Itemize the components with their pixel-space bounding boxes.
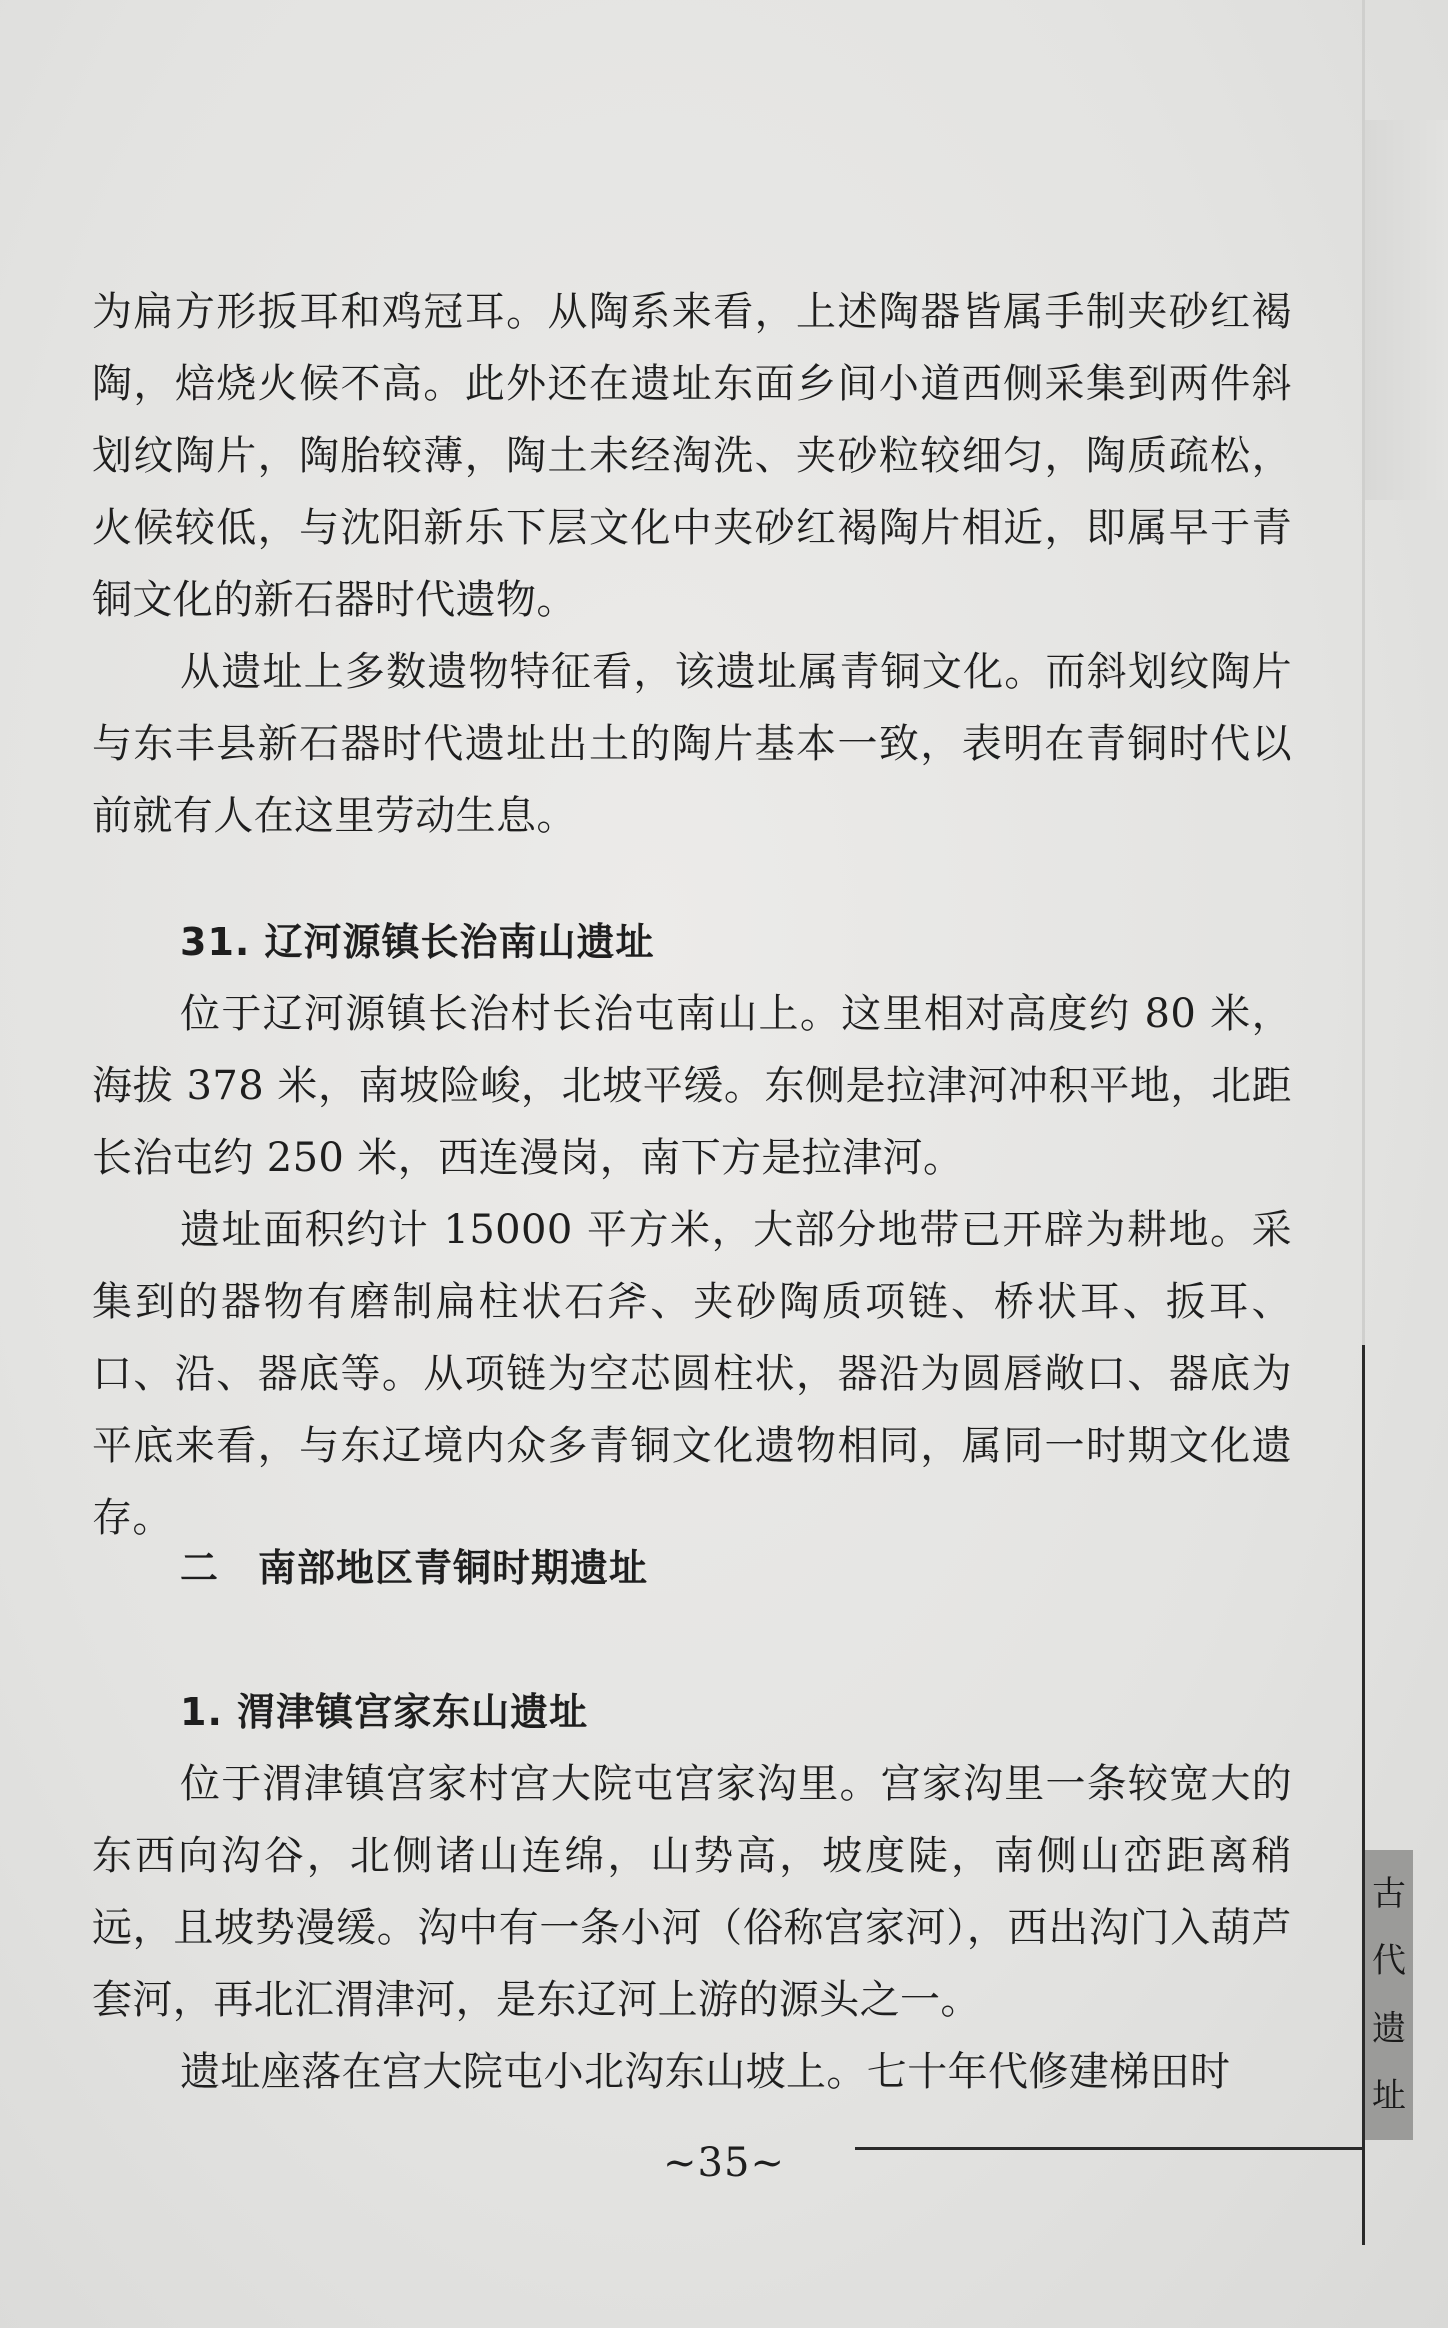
page-number: ~35~ xyxy=(663,2140,785,2186)
paragraph: 遗址座落在宫大院屯小北沟东山坡上。七十年代修建梯田时 xyxy=(180,2049,1231,2095)
section-tab-char: 代 xyxy=(1372,1941,1406,1982)
paragraph: 为扁方形扳耳和鸡冠耳。从陶系来看，上述陶器皆属手制夹砂红褐陶，焙烧火候不高。此外还在遗址东面乡间小道西侧采集到两件斜划纹陶片，陶胎较薄，陶土未经淘洗、夹砂粒较细匀，陶质疏松，火候较低，与沈阳新乐下层文化中夹砂红褐陶片相近，即属早于青铜文化的新石器时代遗物。 xyxy=(92,289,1292,623)
section-tab-char: 址 xyxy=(1372,2076,1406,2117)
paragraph: 从遗址上多数遗物特征看，该遗址属青铜文化。而斜划纹陶片与东丰县新石器时代遗址出土的陶片基本一致，表明在青铜时代以前就有人在这里劳动生息。 xyxy=(92,649,1292,839)
chapter-heading: 二 南部地区青铜时期遗址 xyxy=(180,1546,649,1590)
section-heading: 1. 渭津镇宫家东山遗址 xyxy=(180,1690,589,1734)
paragraph: 位于渭津镇宫家村宫大院屯宫家沟里。宫家沟里一条较宽大的东西向沟谷，北侧诸山连绵，山势高，坡度陡，南侧山峦距离稍远，且坡势漫缓。沟中有一条小河（俗称宫家河），西出沟门入葫芦套河，再北汇渭津河，是东辽河上游的源头之一。 xyxy=(92,1761,1292,2023)
margin-rule-upper xyxy=(1362,0,1365,1345)
paragraph: 遗址面积约计 15000 平方米，大部分地带已开辟为耕地。采集到的器物有磨制扁柱状石斧、夹砂陶质项链、桥状耳、扳耳、口、沿、器底等。从项链为空芯圆柱状，器沿为圆唇敞口、器底为平底来看，与东辽境内众多青铜文化遗物相同，属同一时期文化遗存。 xyxy=(92,1207,1292,1541)
section-heading: 31. 辽河源镇长治南山遗址 xyxy=(180,920,655,964)
paragraph: 位于辽河源镇长治村长治屯南山上。这里相对高度约 80 米，海拔 378 米，南坡险峻，北坡平缓。东侧是拉津河冲积平地，北距长治屯约 250 米，西连漫岗，南下方是拉津河。 xyxy=(92,991,1292,1181)
section-tab-char: 遗 xyxy=(1372,2008,1406,2049)
section-tab xyxy=(1365,1850,1413,2140)
chapter-section xyxy=(92,1532,1292,1604)
section-tab-char: 古 xyxy=(1372,1873,1406,1914)
page-edge-band xyxy=(1365,120,1448,500)
site-1-section xyxy=(92,1676,1292,2108)
body-text-top xyxy=(92,276,1292,852)
site-31-section xyxy=(92,906,1292,1554)
